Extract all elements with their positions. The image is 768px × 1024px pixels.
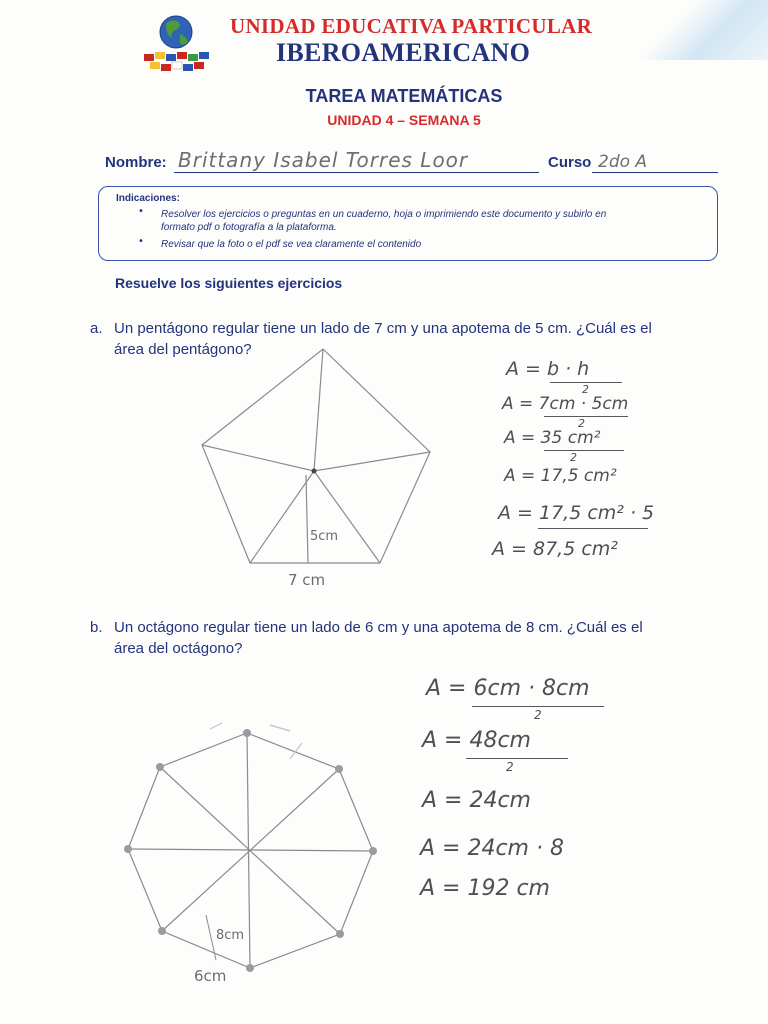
instruction-item: Revisar que la foto o el pdf se vea claramente el contenido (161, 239, 422, 250)
work-denominator: 2 (578, 417, 585, 430)
instructions-title: Indicaciones: (116, 193, 180, 204)
school-logo (140, 10, 220, 74)
course-value: 2do A (598, 152, 648, 172)
work-line: A = 24cm (422, 788, 531, 813)
exercise-b-line1: Un octágono regular tiene un lado de 6 cm y una apotema de 8 cm. ¿Cuál es el (114, 619, 643, 636)
school-name-line1: UNIDAD EDUCATIVA PARTICULAR (230, 14, 593, 38)
instruction-item: formato pdf o fotografía a la plataforma. (161, 222, 337, 233)
work-line: A = 6cm · 8cm (426, 676, 590, 701)
instruction-item: Resolver los ejercicios o preguntas en un cuaderno, hoja o imprimiendo este documento y subirlo en (161, 209, 607, 220)
work-line: A = 24cm · 8 (420, 836, 564, 861)
exercise-a-letter: a. (90, 320, 103, 337)
work-line: A = 192 cm (420, 876, 550, 901)
work-denominator: 2 (570, 451, 577, 464)
page-subtitle: UNIDAD 4 – SEMANA 5 (327, 112, 481, 128)
work-line: A = 17,5 cm² (504, 466, 617, 486)
work-line: A = 87,5 cm² (492, 538, 618, 560)
exercise-b-letter: b. (90, 619, 103, 636)
octagon-side-label: 6cm (194, 967, 227, 985)
work-line: A = 7cm · 5cm (502, 394, 629, 414)
exercise-a-line1: Un pentágono regular tiene un lado de 7 cm y una apotema de 5 cm. ¿Cuál es el (114, 320, 652, 337)
pentagon-apothem-label: 5cm (310, 529, 339, 544)
school-name-line2: IBEROAMERICANO (276, 38, 531, 67)
work-line: A = 48cm (422, 728, 531, 753)
work-denominator: 2 (582, 383, 589, 396)
exercise-a-work (488, 358, 688, 588)
work-denominator: 2 (534, 708, 542, 722)
work-line: A = b · h (506, 358, 590, 380)
name-underline (174, 172, 539, 173)
pentagon-side-label: 7 cm (288, 571, 326, 589)
underline (538, 528, 648, 529)
name-value: Brittany Isabel Torres Loor (178, 148, 469, 172)
octagon-drawing (120, 715, 390, 995)
bullet-icon: • (138, 236, 144, 247)
work-line: A = 35 cm² (504, 428, 601, 448)
octagon-apothem-label: 8cm (216, 928, 245, 943)
section-title: Resuelve los siguientes ejercicios (115, 275, 343, 291)
fraction-bar (466, 758, 568, 759)
work-line: A = 17,5 cm² · 5 (498, 502, 655, 524)
work-denominator: 2 (506, 760, 514, 774)
bullet-icon: • (138, 206, 144, 217)
pentagon-drawing (190, 345, 450, 590)
exercise-b-work (420, 670, 620, 920)
page-title: TAREA MATEMÁTICAS (305, 86, 503, 106)
course-label: Curso (548, 154, 592, 171)
course-underline (592, 172, 718, 173)
corner-decoration (640, 0, 768, 60)
exercise-a-line2: área del pentágono? (114, 341, 252, 358)
fraction-bar (472, 706, 604, 707)
name-label: Nombre: (105, 154, 167, 171)
fraction-bar (544, 450, 624, 451)
fraction-bar (544, 416, 628, 417)
exercise-b-line2: área del octágono? (114, 640, 243, 657)
